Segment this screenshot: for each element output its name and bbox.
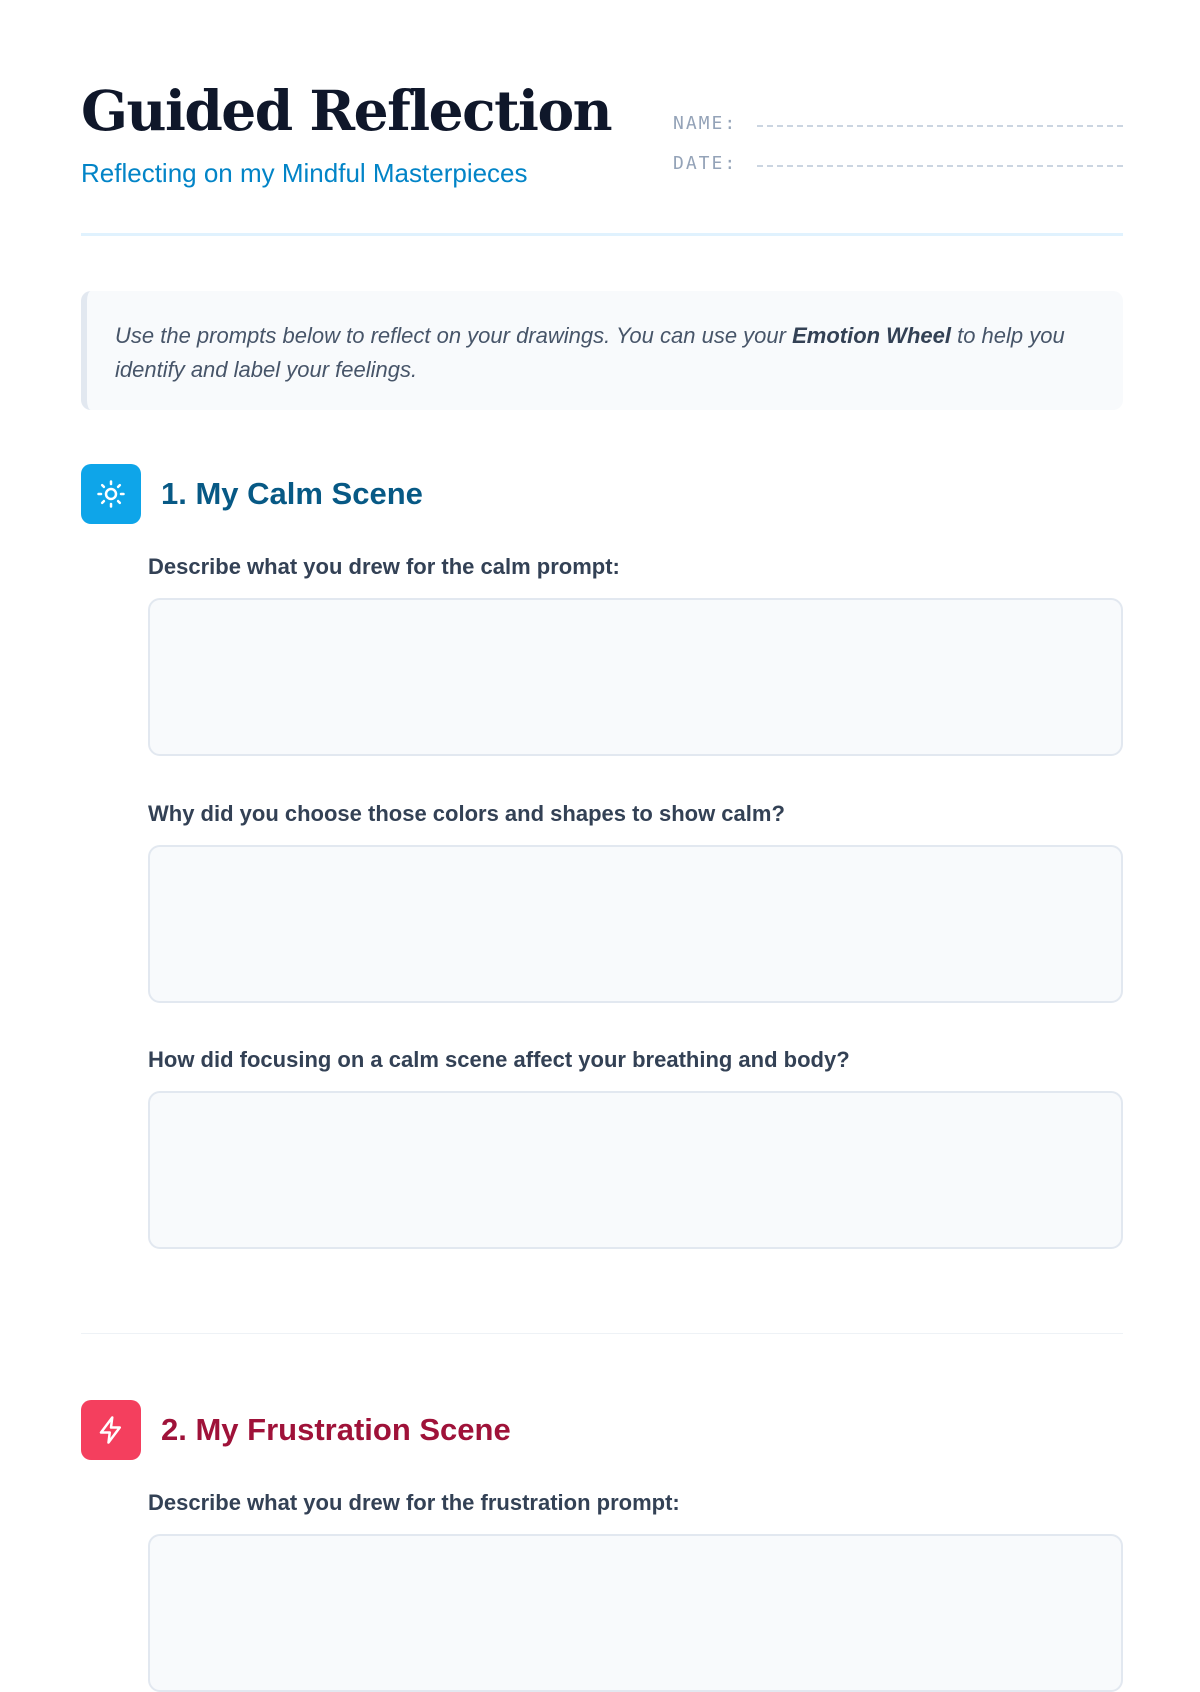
lightning-bolt-icon (81, 1400, 141, 1460)
prompt-label: How did focusing on a calm scene affect your breathing and body? (148, 1047, 850, 1072)
name-date-fields (673, 94, 1123, 174)
intro-text-before: Use the prompts below to reflect on your drawings. You can use your (115, 323, 793, 348)
section-title: 2. My Frustration Scene (161, 1412, 511, 1447)
answer-box[interactable] (148, 598, 1123, 756)
page-subtitle: Reflecting on my Mindful Masterpieces (81, 158, 528, 188)
prompt-label: Describe what you drew for the frustration prompt: (148, 1490, 680, 1515)
name-label: NAME: (673, 113, 738, 134)
intro-text-after: to help you identify and label your feelings. (115, 323, 1065, 382)
worksheet-page (81, 0, 1123, 1515)
section-title: 1. My Calm Scene (161, 476, 423, 511)
date-field[interactable] (757, 165, 1123, 167)
section-divider (81, 1333, 1123, 1334)
answer-box[interactable] (148, 845, 1123, 1003)
answer-box[interactable] (148, 1534, 1123, 1692)
intro-callout (81, 291, 1123, 410)
worksheet-header (81, 0, 1123, 238)
section-frustration-header (81, 1400, 511, 1460)
prompt-label: Why did you choose those colors and shapes to show calm? (148, 801, 785, 826)
date-label: DATE: (673, 153, 738, 174)
sun-icon (81, 464, 141, 524)
header-divider (81, 233, 1123, 236)
name-row (673, 94, 1123, 134)
page-title: Guided Reflection (81, 78, 612, 143)
intro-emphasis: Emotion Wheel (792, 323, 951, 348)
prompt-label: Describe what you drew for the calm prompt: (148, 554, 620, 579)
answer-box[interactable] (148, 1091, 1123, 1249)
date-row (673, 134, 1123, 174)
name-field[interactable] (757, 125, 1123, 127)
section-calm-header (81, 464, 423, 524)
